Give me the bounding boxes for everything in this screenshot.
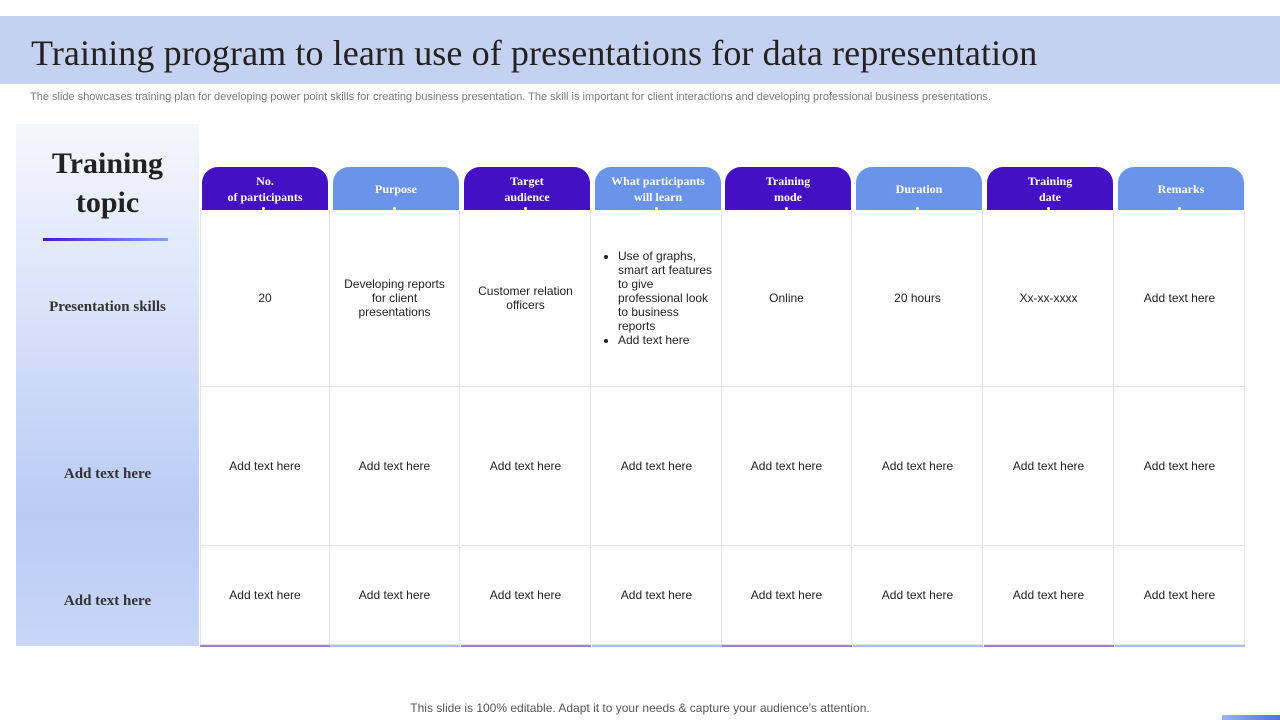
header-date-line2: date — [1039, 189, 1061, 204]
table-cell: Add text here — [200, 546, 330, 645]
header-what-learn — [595, 167, 721, 210]
column-bottom-accent — [853, 645, 983, 647]
header-participants-line1: No. — [256, 173, 274, 188]
table-cell: Add text here — [722, 387, 852, 546]
header-training-mode — [725, 167, 851, 210]
column-bottom-accent — [200, 645, 330, 647]
table-cell: Add text here — [1115, 387, 1245, 546]
table-cell: Add text here — [200, 387, 330, 546]
table-cell: Xx-xx-xxxx — [984, 210, 1114, 387]
slide-title: Training program to learn use of presentations for data representation — [31, 33, 1038, 73]
training-topic-panel — [16, 124, 199, 646]
table-cell: Customer relation officers — [461, 210, 591, 387]
row-label-1: Presentation skills — [49, 299, 166, 315]
header-mode-line1: Training — [765, 173, 811, 188]
table-cell: Add text here — [592, 546, 722, 645]
topic-heading-line2: topic — [75, 186, 140, 219]
column-bottom-accent — [984, 645, 1114, 647]
table-cell: Add text here — [722, 546, 852, 645]
table-cell: Add text here — [853, 387, 983, 546]
header-purpose — [333, 167, 459, 210]
table-cell: Add text here — [853, 546, 983, 645]
table-cell: 20 — [200, 210, 330, 387]
table-cell-learn — [592, 210, 722, 387]
column-bottom-accent — [722, 645, 852, 647]
list-item: • Use of graphs, smart art features to give professional look to business reports — [618, 249, 713, 333]
header-target-line1: Target — [510, 173, 544, 188]
header-participants-line2: of participants — [227, 189, 303, 204]
column-bottom-accent — [1115, 645, 1245, 647]
table-cell: Add text here — [330, 387, 460, 546]
header-learn-line2: will learn — [633, 189, 683, 204]
table-cell: Add text here — [461, 387, 591, 546]
table-cell: Add text here — [1115, 210, 1245, 387]
header-remarks — [1118, 167, 1244, 210]
training-topic-heading — [16, 144, 199, 222]
table-cell: Developing reports for client presentations — [330, 210, 460, 387]
table-cell: 20 hours — [853, 210, 983, 387]
header-training-date — [987, 167, 1113, 210]
header-target-line2: audience — [504, 189, 550, 204]
row-label-2: Add text here — [63, 466, 152, 482]
header-participants — [202, 167, 328, 210]
list-item: • Add text here — [618, 333, 713, 347]
column-bottom-accent — [330, 645, 460, 647]
slide-footer: This slide is 100% editable. Adapt it to your needs & capture your audience’s attention. — [410, 701, 870, 715]
header-target-audience — [464, 167, 590, 210]
learn-bullet-list — [600, 249, 713, 347]
header-duration-line1: Duration — [895, 181, 943, 196]
table-cell: Add text here — [461, 546, 591, 645]
row-label-3: Add text here — [63, 593, 152, 609]
slide-subtitle: The slide showcases training plan for developing power point skills for creating business presentation. The skill is important for client interactions and developing professional business presentations. — [30, 91, 991, 103]
table-cell: Online — [722, 210, 852, 387]
column-bottom-accent — [592, 645, 722, 647]
table-cell: Add text here — [330, 546, 460, 645]
topic-heading-line1: Training — [51, 147, 164, 180]
header-remarks-line1: Remarks — [1157, 181, 1205, 196]
table-cell: Add text here — [984, 546, 1114, 645]
header-date-line1: Training — [1027, 173, 1073, 188]
header-learn-line1: What participants — [611, 173, 705, 188]
header-purpose-line1: Purpose — [375, 181, 417, 196]
header-duration — [856, 167, 982, 210]
corner-accent — [1222, 715, 1280, 720]
topic-divider — [43, 238, 168, 241]
table-cell: Add text here — [984, 387, 1114, 546]
column-bottom-accent — [461, 645, 591, 647]
table-cell: Add text here — [1115, 546, 1245, 645]
table-cell: Add text here — [592, 387, 722, 546]
header-mode-line2: mode — [774, 189, 802, 204]
